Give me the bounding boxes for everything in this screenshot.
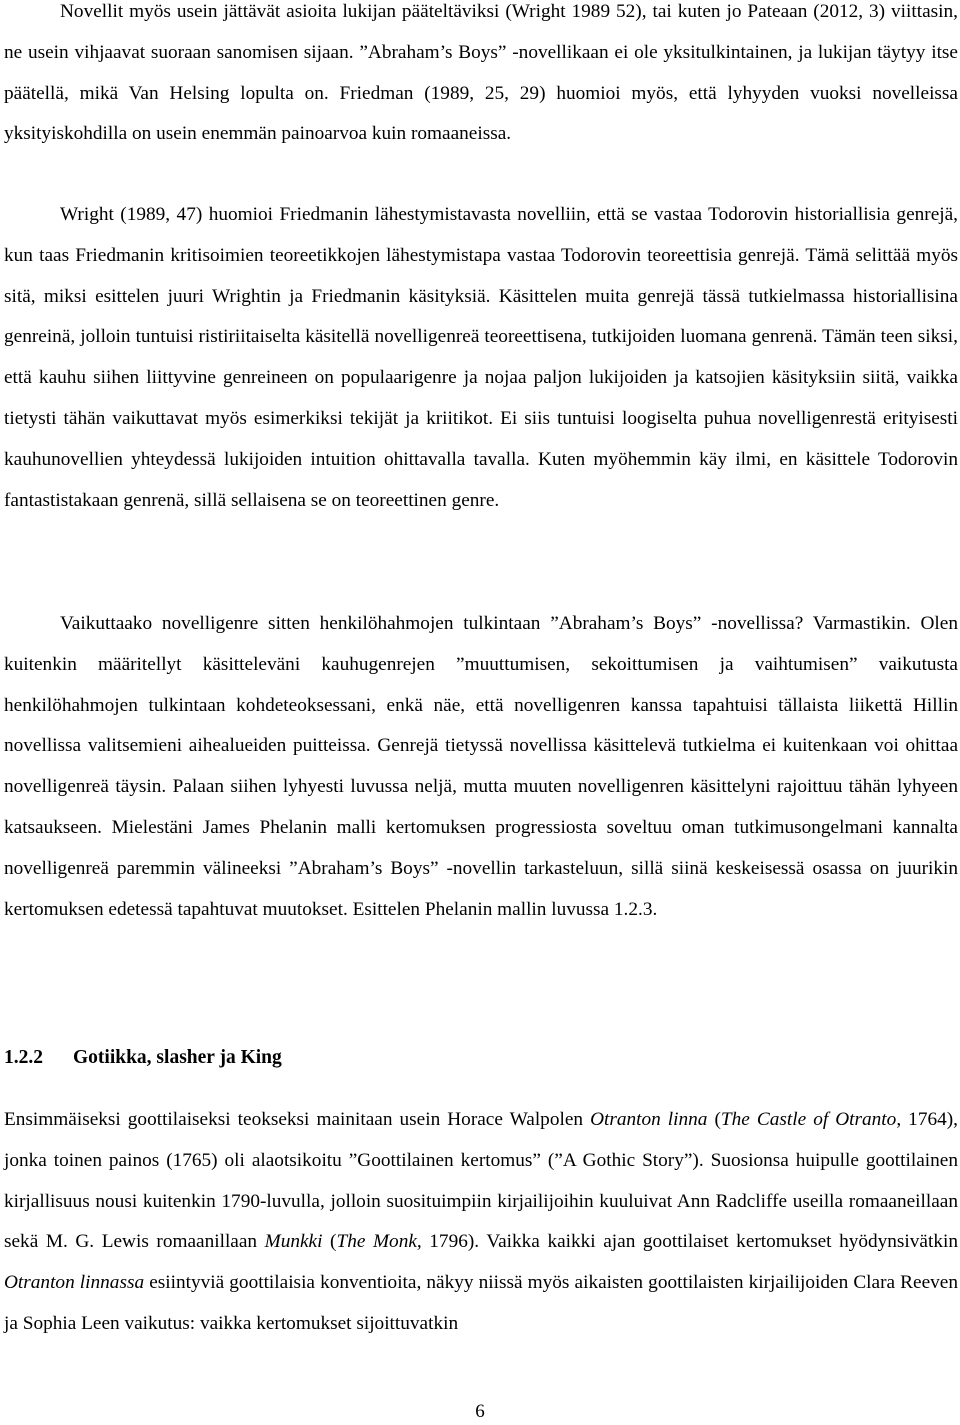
italic-title: The Monk — [336, 1231, 417, 1253]
section-heading — [4, 1038, 282, 1078]
text-run: esiintyviä goottilaisia konventioita, näkyy niissä myös aikaisten goottilaisten kirjailijoiden Clara Reeven ja Sophia Leen vaikutus: vaikka kertomukset sijoittuvatkin — [4, 1272, 959, 1334]
text-run: Ensimmäiseksi goottilaiseksi teokseksi mainitaan usein Horace Walpolen — [4, 1109, 591, 1130]
section-number: 1.2.2 — [4, 1047, 43, 1068]
italic-title: Munkki — [264, 1231, 323, 1253]
text-run: ( — [322, 1231, 337, 1253]
italic-title: The Castle of Otranto — [720, 1109, 897, 1130]
paragraph-1: Novellit myös usein jättävät asioita lukijan pääteltäviksi (Wright 1989 52), tai kuten jo Pateaan (2012, 3) viittasin, ne usein vihjaavat suoraan sanomisen sijaan. ”Abraham’s Boys” -novellikaan ei ole yksitulkintainen, ja lukijan täytyy itse päätellä, mikä Van Helsing lopulta on. Friedman (1989, 25, 29) huomioi myös, että lyhyyden vuoksi novelleissa yksityiskohdilla on usein enemmän painoarvoa kuin romaaneissa. — [4, 1, 958, 145]
section-title: Gotiikka, slasher ja King — [73, 1047, 282, 1068]
paragraph-2: Wright (1989, 47) huomioi Friedmanin lähestymistavasta novelliin, että se vastaa Todorovin historiallisia genrejä, kun taas Friedmanin kritisoimien teoreetikkojen lähestymistapa vastaa Todorovin teoreettisia genrejä. Tämä selittää myös sitä, miksi esittelen juuri Wrightin ja Friedmanin käsityksiä. Käsittelen muita genrejä tässä tutkielmassa historiallisina genreinä, jolloin tuntuisi ristiriitaiselta käsitellä novelligenreä teoreettisena, tutkijoiden luomana genrenä. Tämän teen siksi, että kauhu siihen liittyvine genreineen on populaarigenre ja nojaa paljon lukijoiden ja katsojien käsityksiin siitä, vaikka tietysti tähän vaikuttavat myös esimerkiksi tekijät ja kriitikot. Ei siis tuntuisi loogiselta puhua novelligenrestä erityisesti kauhunovellien yhteydessä lukijoiden intuition ohittavalla tavalla. Kuten myöhemmin käy ilmi, en käsittele Todorovin fantastistakaan genrenä, sillä sellaisena se on teoreettinen genre. — [4, 204, 958, 511]
italic-title: Otranton linna — [590, 1109, 708, 1130]
section-paragraph — [4, 1100, 958, 1345]
text-run: , 1796). Vaikka kaikki ajan goottilaiset kertomukset hyödynsivätkin — [416, 1231, 958, 1253]
paragraph-3: Vaikuttaako novelligenre sitten henkilöhahmojen tulkintaan ”Abraham’s Boys” -novellissa? Varmastikin. Olen kuitenkin määritellyt käsitteleväni kauhugenrejen ”muuttumisen, sekoittumisen ja vaihtumisen” vaikutusta henkilöhahmojen tulkintaan kohdeteoksessani, enkä näe, että novelligenren kanssa tapahtuisi tällaista liikettä Hillin novellissa valitsemieni aihealueiden puitteissa. Genrejä tietyssä novellissa käsittelevä tutkielma ei kuitenkaan voi ohittaa novelligenreä täysin. Palaan siihen lyhyesti luvussa neljä, mutta muuten novelligenren käsittelyni rajoittuu tähän lyhyeen katsaukseen. Mielestäni James Phelanin malli kertomuksen progressiosta soveltuu oman tutkimusongelmani kannalta novelligenreä paremmin välineeksi ”Abraham’s Boys” -novellin tarkasteluun, sillä siinä keskeisessä osassa on juurikin kertomuksen edetessä tapahtuvat muutokset. Esittelen Phelanin mallin luvussa 1.2.3. — [4, 613, 958, 920]
text-run: , 1764), jonka toinen painos (1765) oli alaotsikoitu ”Goottilainen kertomus” (”A Gothic Story”). Suosionsa huipulle goottilainen kirjallisuus nousi kuitenkin 1790-luvulla, jolloin suosituimpiin kirjailijoihin kuuluivat Ann Radcliffe useilla romaaneillaan sekä M. G. Lewis romaanillaan — [4, 1109, 958, 1253]
italic-title: Otranton linnassa — [4, 1272, 145, 1294]
text-run: ( — [707, 1109, 721, 1130]
page-number: 6 — [475, 1401, 485, 1422]
